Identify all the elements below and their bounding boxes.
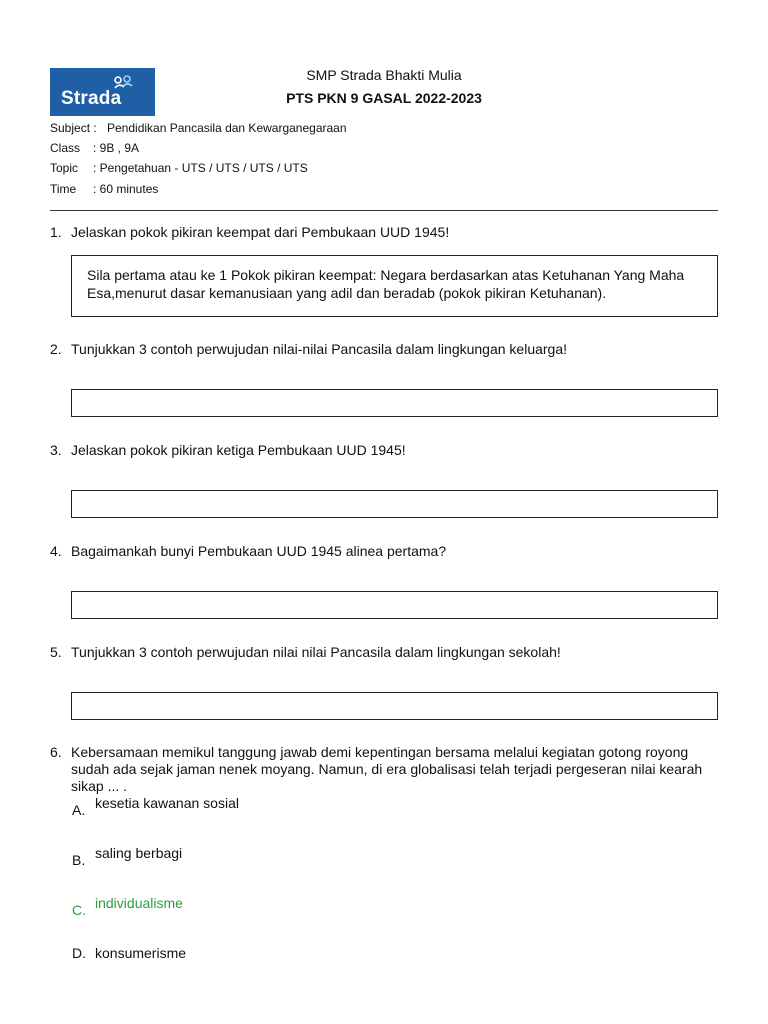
question-text: Jelaskan pokok pikiran keempat dari Pembukaan UUD 1945! bbox=[71, 224, 450, 240]
answer-text-1: Sila pertama atau ke 1 Pokok pikiran keempat: Negara berdasarkan atas Ketuhanan Yang Maha Esa,menurut dasar kemanusiaan yang adil dan beradab (pokok pikiran Ketuhanan). bbox=[87, 267, 685, 301]
question-number: 5. bbox=[50, 644, 62, 660]
question-number: 3. bbox=[50, 442, 62, 458]
question-text: Tunjukkan 3 contoh perwujudan nilai nilai Pancasila dalam lingkungan sekolah! bbox=[71, 644, 561, 660]
option-letter: C. bbox=[72, 902, 86, 918]
class-value: : 9B , 9A bbox=[93, 141, 140, 155]
school-name: SMP Strada Bhakti Mulia bbox=[306, 67, 462, 83]
topic-value: : Pengetahuan - UTS / UTS / UTS / UTS bbox=[93, 161, 308, 175]
time-label: Time bbox=[50, 182, 77, 196]
question-text: Jelaskan pokok pikiran ketiga Pembukaan UUD 1945! bbox=[71, 442, 406, 458]
question-text: Bagaimankah bunyi Pembukaan UUD 1945 alinea pertama? bbox=[71, 543, 447, 559]
subject-label: Subject : bbox=[50, 121, 97, 135]
question-number: 1. bbox=[50, 224, 62, 240]
option-letter: A. bbox=[72, 802, 86, 818]
time-value: : 60 minutes bbox=[93, 182, 159, 196]
option-label: individualisme bbox=[95, 895, 183, 911]
header-divider bbox=[50, 210, 718, 211]
question-number: 4. bbox=[50, 543, 62, 559]
question-number: 2. bbox=[50, 341, 62, 357]
answer-box-4[interactable] bbox=[71, 591, 718, 619]
topic-label: Topic bbox=[50, 161, 79, 175]
question-text: Kebersamaan memikul tanggung jawab demi kepentingan bersama melalui kegiatan gotong royong sudah ada sejak jaman nenek moyang. Namun, di era globalisasi telah terjadi pergeseran nilai kearah sikap ... . bbox=[71, 744, 703, 794]
answer-box-5[interactable] bbox=[71, 692, 718, 720]
option-label: saling berbagi bbox=[95, 845, 183, 861]
option-letter: D. bbox=[72, 945, 86, 961]
question-number: 6. bbox=[50, 744, 62, 760]
answer-box-3[interactable] bbox=[71, 490, 718, 518]
option-letter: B. bbox=[72, 852, 86, 868]
subject-value: Pendidikan Pancasila dan Kewarganegaraan bbox=[107, 121, 347, 135]
logo-text: Strada bbox=[61, 88, 122, 109]
exam-title: PTS PKN 9 GASAL 2022-2023 bbox=[286, 90, 482, 106]
answer-box-2[interactable] bbox=[71, 389, 718, 417]
option-label: kesetia kawanan sosial bbox=[95, 795, 239, 811]
option-label: konsumerisme bbox=[95, 945, 187, 961]
question-text: Tunjukkan 3 contoh perwujudan nilai-nilai Pancasila dalam lingkungan keluarga! bbox=[71, 341, 568, 357]
answer-box-1[interactable] bbox=[71, 255, 718, 317]
class-label: Class bbox=[50, 141, 81, 155]
